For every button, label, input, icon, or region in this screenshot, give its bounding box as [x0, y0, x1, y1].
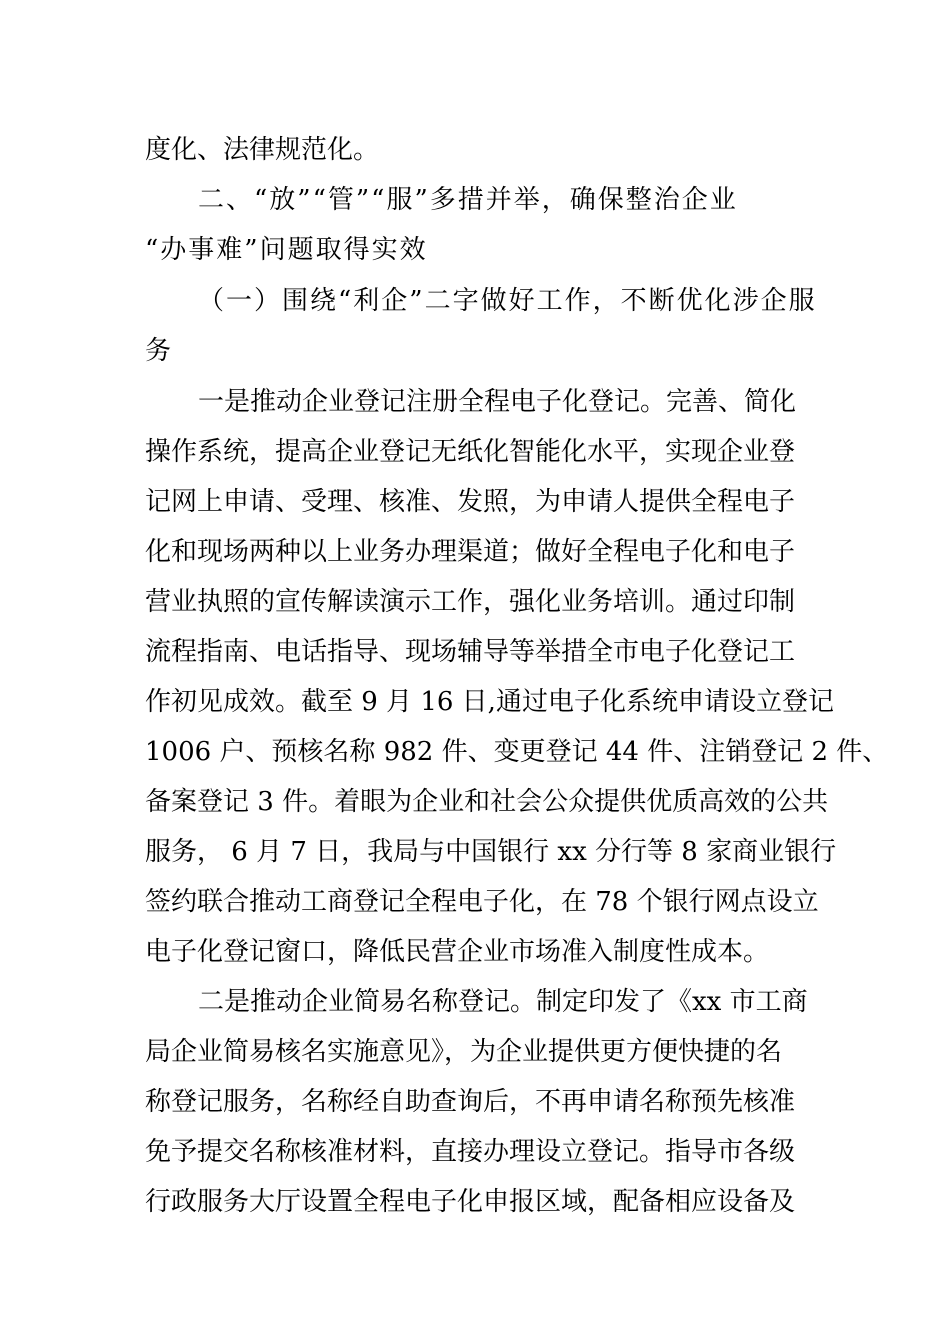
paragraph-line: 免予提交名称核准材料，直接办理设立登记。指导市各级: [145, 1137, 796, 1167]
paragraph-line: 称登记服务，名称经自助查询后，不再申请名称预先核准: [145, 1087, 796, 1117]
paragraph-line: 备案登记 3 件。着眼为企业和社会公众提供优质高效的公共: [145, 787, 829, 817]
paragraph-line: 行政服务大厅设置全程电子化申报区域，配备相应设备及: [145, 1187, 796, 1217]
paragraph-line: 1006 户、预核名称 982 件、变更登记 44 件、注销登记 2 件、: [145, 737, 889, 767]
paragraph-line: 服务， 6 月 7 日，我局与中国银行 xx 分行等 8 家商业银行: [145, 837, 837, 867]
subsection-heading-line: （一）围绕“利企”二字做好工作，不断优化涉企服: [198, 286, 817, 316]
paragraph-line: 一是推动企业登记注册全程电子化登记。完善、简化: [198, 387, 797, 417]
paragraph-line: 签约联合推动工商登记全程电子化，在 78 个银行网点设立: [145, 887, 819, 917]
paragraph-line: 化和现场两种以上业务办理渠道；做好全程电子化和电子: [145, 537, 796, 567]
paragraph-line: 作初见成效。截至 9 月 16 日,通过电子化系统申请设立登记: [145, 687, 834, 717]
subsection-heading-line: 务: [145, 336, 172, 366]
paragraph-line: 二是推动企业简易名称登记。制定印发了《xx 市工商: [198, 987, 808, 1017]
paragraph-line: 电子化登记窗口，降低民营企业市场准入制度性成本。: [145, 937, 770, 967]
paragraph-line: 记网上申请、受理、核准、发照，为申请人提供全程电子: [145, 487, 796, 517]
paragraph-line: 营业执照的宣传解读演示工作，强化业务培训。通过印制: [145, 587, 796, 617]
paragraph-line: 操作系统，提高企业登记无纸化智能化水平，实现企业登: [145, 437, 796, 467]
section-heading-line: 二、“放”“管”“服”多措并举，确保整治企业: [198, 185, 738, 215]
paragraph-line: 度化、法律规范化。: [145, 135, 380, 165]
paragraph-line: 局企业简易核名实施意见》，为企业提供更方便快捷的名: [145, 1037, 783, 1067]
paragraph-line: 流程指南、电话指导、现场辅导等举措全市电子化登记工: [145, 637, 796, 667]
section-heading-line: “办事难”问题取得实效: [145, 235, 428, 265]
